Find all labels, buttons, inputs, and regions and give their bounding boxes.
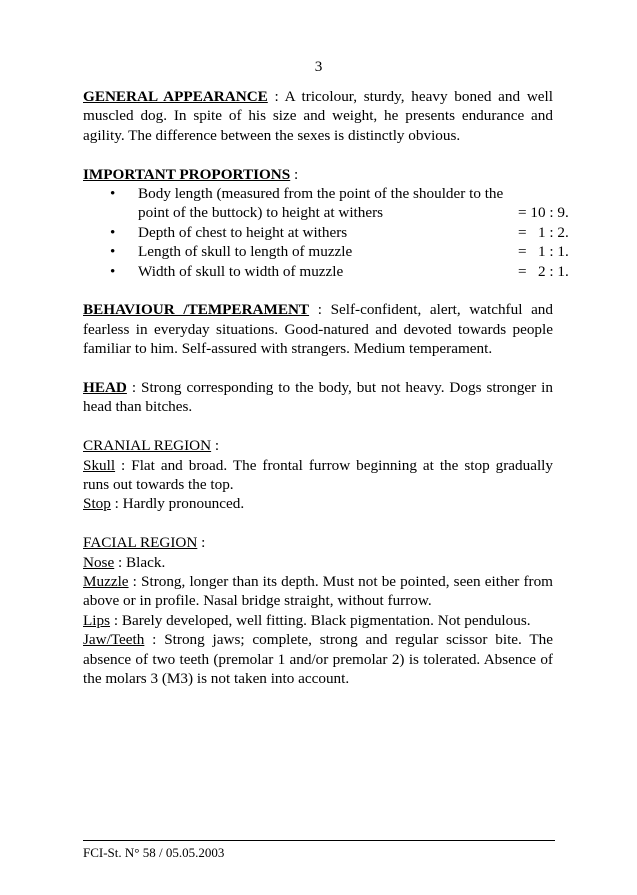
behaviour-section <box>83 300 553 358</box>
list-item <box>83 223 569 242</box>
list-item-text: Width of skull to width of muzzle <box>138 262 344 280</box>
general-appearance-text: A tricolour, sturdy, heavy boned and well muscled dog. In spite of his size and weight, he presents endurance and agility. The difference between the sexes is distinctly obvious. <box>83 88 553 144</box>
nose-text: : Black. <box>114 553 166 571</box>
stop-paragraph <box>83 494 553 513</box>
nose-label: Nose <box>83 553 115 571</box>
stop-text: : Hardly pronounced. <box>110 495 245 513</box>
general-appearance-section <box>83 87 553 145</box>
lips-label: Lips <box>83 611 111 629</box>
lips-paragraph <box>83 611 553 630</box>
ratio-value: = 1 : 1. <box>518 243 569 261</box>
ratio-value: = 2 : 1. <box>518 262 569 280</box>
cranial-heading: CRANIAL REGION <box>83 437 212 455</box>
head-text: Strong corresponding to the body, but not heavy. Dogs stronger in head than bitches. <box>83 379 553 416</box>
heading-separator: : <box>211 437 220 455</box>
skull-text: : Flat and broad. The frontal furrow beginning at the stop gradually runs out towards the top. <box>83 456 553 494</box>
behaviour-text: Self-confident, alert, watchful and fearless in everyday situations. Good-natured and devoted towards people familiar to him. Self-assured with strangers. Medium temperament. <box>83 301 553 358</box>
proportions-heading: IMPORTANT PROPORTIONS <box>83 165 291 183</box>
ratio-value: = 1 : 2. <box>518 223 569 241</box>
list-item-text: Body length (measured from the point of the shoulder to the <box>138 185 504 203</box>
footer-divider <box>83 840 555 841</box>
stop-label: Stop <box>83 495 111 513</box>
list-item <box>83 184 569 223</box>
behaviour-heading: BEHAVIOUR /TEMPERAMENT <box>83 301 310 319</box>
cranial-heading-line <box>83 436 553 455</box>
facial-heading-line <box>83 533 553 552</box>
head-heading: HEAD <box>83 379 127 397</box>
muzzle-text: : Strong, longer than its depth. Must not be pointed, seen either from above or in profile. Nasal bridge straight, without furrow. <box>83 573 553 610</box>
heading-separator: : <box>309 301 331 319</box>
list-item-row <box>138 223 569 242</box>
heading-separator: : <box>267 88 285 105</box>
list-item-text-cont <box>138 203 569 222</box>
nose-paragraph <box>83 553 553 572</box>
jaw-teeth-label: Jaw/Teeth <box>83 631 145 649</box>
general-appearance-heading: GENERAL APPEARANCE <box>83 88 268 105</box>
list-item-text: point of the buttock) to height at withers <box>138 204 384 222</box>
footer-text: FCI-St. N° 58 / 05.05.2003 <box>83 845 225 860</box>
bullet-icon: • <box>110 223 116 241</box>
ratio-value: = 10 : 9. <box>518 204 569 222</box>
muzzle-paragraph <box>83 572 553 611</box>
list-item-row <box>138 262 569 281</box>
heading-separator: : <box>197 534 206 552</box>
list-item-text: Depth of chest to height at withers <box>138 223 348 241</box>
list-item-text: Length of skull to length of muzzle <box>138 243 353 261</box>
list-item-row <box>138 242 569 261</box>
facial-heading: FACIAL REGION <box>83 534 198 552</box>
bullet-icon: • <box>110 185 116 203</box>
jaw-teeth-paragraph <box>83 630 553 688</box>
muzzle-label: Muzzle <box>83 573 129 591</box>
jaw-teeth-text: : Strong jaws; complete, strong and regular scissor bite. The absence of two teeth (premolar 1 and/or premolar 2) is tolerated. Absence of the molars 3 (M3) is not taken into account. <box>83 631 553 688</box>
document-body <box>83 87 569 689</box>
proportions-list <box>83 184 569 281</box>
list-item <box>83 262 569 281</box>
list-item <box>83 242 569 261</box>
proportions-heading-line <box>83 165 553 184</box>
page-number: 3 <box>314 58 323 75</box>
heading-separator: : <box>290 165 299 183</box>
lips-text: : Barely developed, well fitting. Black pigmentation. Not pendulous. <box>110 611 531 629</box>
heading-separator: : <box>126 379 142 397</box>
head-section <box>83 378 553 417</box>
bullet-icon: • <box>110 243 116 261</box>
skull-label: Skull <box>83 456 116 474</box>
skull-paragraph <box>83 456 553 495</box>
bullet-icon: • <box>110 262 116 280</box>
